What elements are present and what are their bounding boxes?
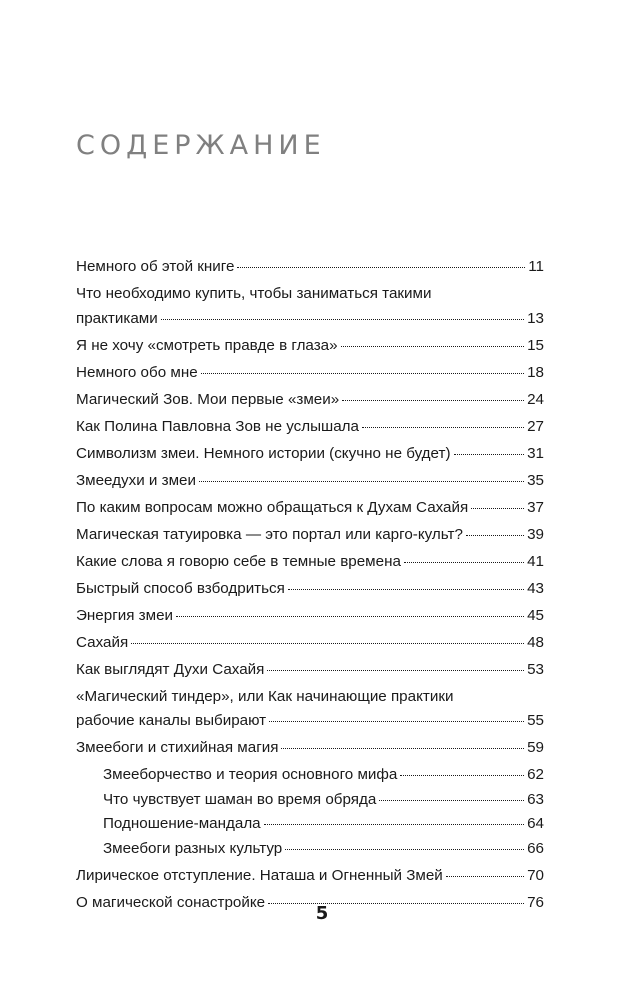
- toc-entry-title: практиками: [76, 309, 158, 327]
- toc-entry-page: 27: [527, 417, 544, 435]
- toc-entry-title: Сахайя: [76, 633, 129, 651]
- toc-entry: [76, 469, 544, 494]
- toc-entry-page: 53: [527, 660, 544, 678]
- toc-entry: [76, 334, 544, 359]
- toc-entry-title: По каким вопросам можно обращаться к Духам Сахайя: [76, 498, 469, 516]
- toc-entry-title-line1: Что необходимо купить, чтобы заниматься такими: [76, 285, 432, 302]
- toc-entry-page: 18: [527, 363, 544, 381]
- toc-entry-title: Немного об этой книге: [76, 258, 235, 275]
- toc-entry-page: 41: [527, 552, 544, 570]
- toc-entry-title: Змеебоги и стихийная магия: [76, 739, 279, 756]
- dot-leader: [285, 849, 524, 850]
- dot-leader: [288, 589, 524, 590]
- toc-entry: [76, 736, 544, 761]
- toc-entry: [76, 631, 544, 656]
- toc-entry: [76, 415, 544, 440]
- toc-entry: [76, 442, 544, 467]
- dot-leader: [269, 721, 524, 722]
- toc-entry-page: 35: [527, 471, 544, 489]
- toc-entry-title: О магической сонастройке: [76, 893, 266, 911]
- dot-leader: [201, 373, 524, 374]
- toc-entry-title: Змеебоги разных культур: [103, 839, 283, 857]
- page-number: 5: [315, 903, 329, 924]
- toc-entry-page: 62: [527, 766, 544, 783]
- toc-entry: [76, 282, 544, 331]
- toc-entry-title: Змееборчество и теория основного мифа: [103, 766, 398, 783]
- toc-entry: [76, 361, 544, 386]
- toc-entry: [76, 255, 544, 280]
- toc-entry-page: 24: [527, 390, 544, 408]
- dot-leader: [342, 400, 524, 401]
- toc-entry-title: Лирическое отступление. Наташа и Огненный Змей: [76, 866, 443, 884]
- toc-entry-page: 59: [527, 739, 544, 756]
- toc-entry: [76, 523, 544, 548]
- toc-entry-title: Я не хочу «смотреть правде в глаза»: [76, 336, 338, 354]
- toc-entry-page: 63: [527, 790, 544, 808]
- toc-entry-title: Какие слова я говорю себе в темные времена: [76, 552, 401, 570]
- toc-entry-page: 48: [527, 633, 544, 651]
- toc-entry: [76, 685, 544, 734]
- toc-entry-title: Быстрый способ взбодриться: [76, 579, 285, 597]
- toc-entry-title: Энергия змеи: [76, 606, 173, 624]
- toc-entry-page: 55: [527, 712, 544, 729]
- toc-entry: [76, 864, 544, 889]
- toc-subentry: [76, 763, 544, 788]
- toc-subentry: [76, 812, 544, 837]
- toc-entry: [76, 658, 544, 683]
- toc-entry-page: 31: [527, 444, 544, 462]
- toc-entry-page: 43: [527, 579, 544, 597]
- toc-entry-page: 76: [527, 893, 544, 911]
- toc-entry-page: 70: [527, 866, 544, 884]
- toc-entry-title: Немного обо мне: [76, 363, 198, 381]
- toc-entry-title: рабочие каналы выбирают: [76, 712, 267, 729]
- toc-entry: [76, 604, 544, 629]
- toc-entry-page: 13: [527, 309, 544, 327]
- dot-leader: [466, 535, 524, 536]
- dot-leader: [446, 876, 524, 877]
- dot-leader: [341, 346, 525, 347]
- dot-leader: [362, 427, 524, 428]
- dot-leader: [454, 454, 525, 455]
- dot-leader: [267, 670, 524, 671]
- dot-leader: [161, 319, 524, 320]
- toc-entry: [76, 550, 544, 575]
- dot-leader: [404, 562, 524, 563]
- toc-entry-title: Магическая татуировка — это портал или карго-культ?: [76, 525, 463, 543]
- dot-leader: [131, 643, 524, 644]
- dot-leader: [176, 616, 524, 617]
- toc-entry: [76, 496, 544, 521]
- contents-heading: СОДЕРЖАНИЕ: [76, 130, 326, 161]
- toc-subentry: [76, 837, 544, 862]
- toc-entry-page: 11: [528, 258, 544, 275]
- toc-entry-page: 37: [527, 498, 544, 516]
- toc-entry-page: 39: [527, 525, 544, 543]
- toc-entry-title: Змеедухи и змеи: [76, 471, 196, 489]
- dot-leader: [471, 508, 524, 509]
- table-of-contents: [76, 255, 544, 918]
- toc-entry-title: Символизм змеи. Немного истории (скучно не будет): [76, 444, 451, 462]
- dot-leader: [199, 481, 524, 482]
- toc-entry-page: 45: [527, 606, 544, 624]
- dot-leader: [379, 800, 524, 801]
- dot-leader: [281, 748, 524, 749]
- toc-subentry: [76, 788, 544, 813]
- toc-entry-title-line1: «Магический тиндер», или Как начинающие практики: [76, 687, 454, 705]
- toc-entry-title: Как Полина Павловна Зов не услышала: [76, 417, 359, 435]
- dot-leader: [237, 267, 525, 268]
- toc-entry-title: Подношение-мандала: [103, 815, 261, 832]
- toc-entry: [76, 388, 544, 413]
- toc-entry-page: 64: [527, 815, 544, 832]
- toc-entry-page: 66: [527, 839, 544, 857]
- toc-entry: [76, 577, 544, 602]
- toc-entry-title: Как выглядят Духи Сахайя: [76, 660, 265, 678]
- dot-leader: [400, 775, 524, 776]
- toc-entry-page: 15: [527, 336, 544, 354]
- toc-entry-title: Что чувствует шаман во время обряда: [103, 790, 377, 808]
- toc-entry-title: Магический Зов. Мои первые «змеи»: [76, 390, 340, 408]
- dot-leader: [264, 824, 524, 825]
